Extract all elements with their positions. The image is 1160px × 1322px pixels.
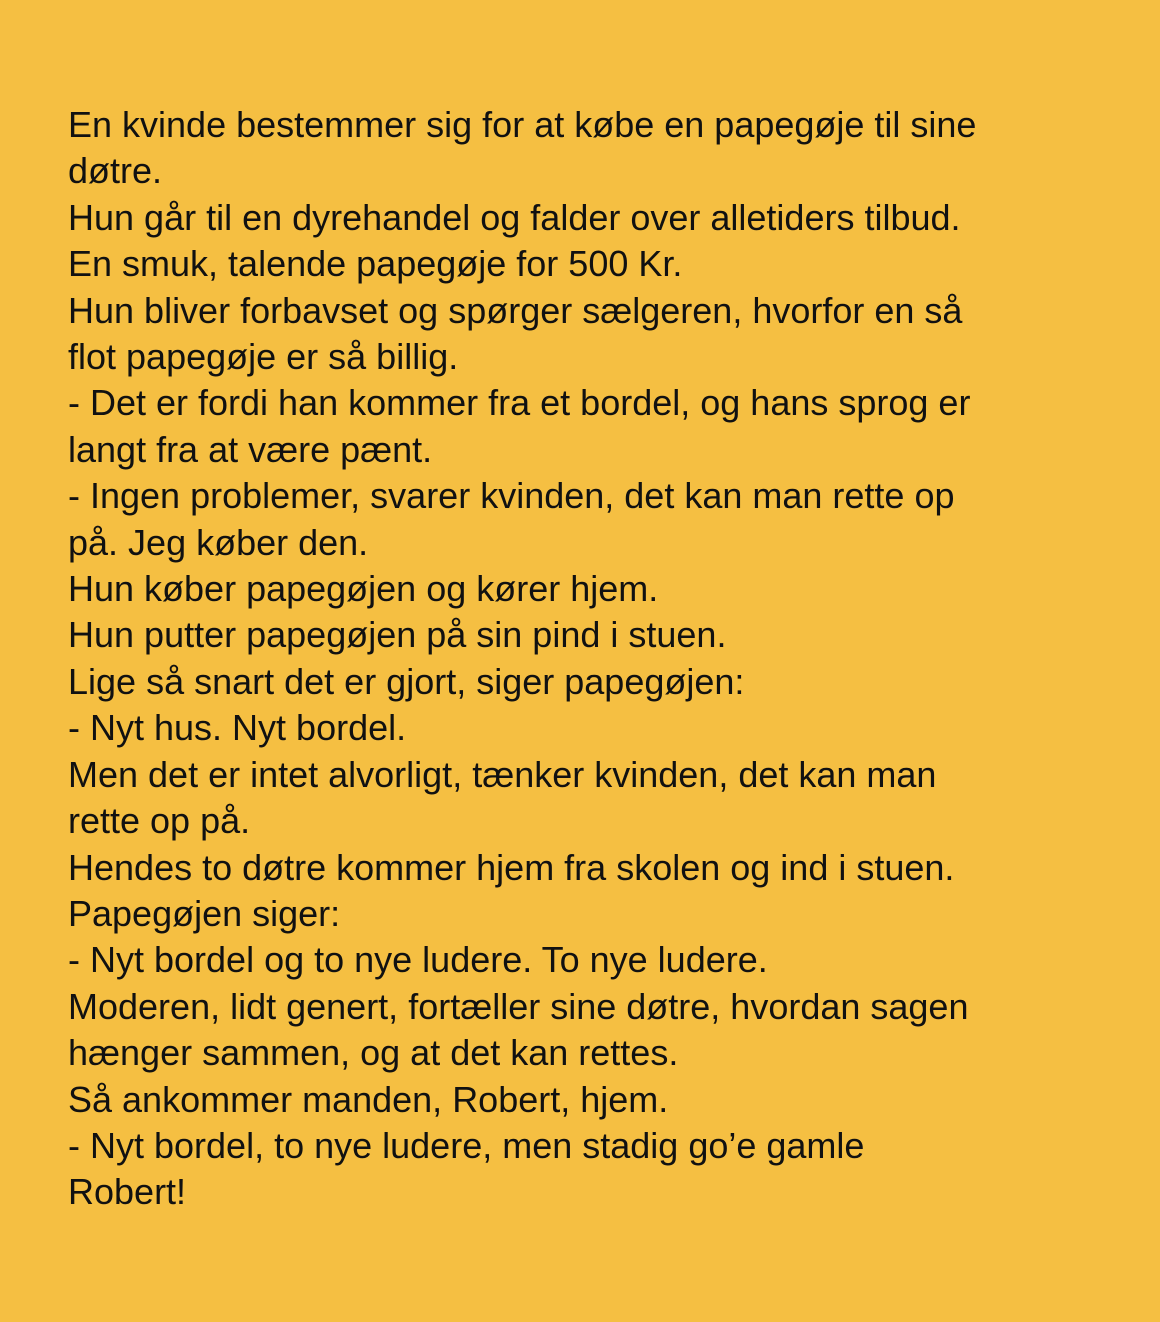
text-line: - Nyt bordel, to nye ludere, men stadig go’e gamle (68, 1124, 865, 1166)
joke-text (68, 102, 1128, 1216)
text-line: Papegøjen siger: (68, 892, 341, 934)
text-line: langt fra at være pænt. (68, 428, 433, 470)
text-line: En smuk, talende papegøje for 500 Kr. (68, 243, 683, 285)
text-line: hænger sammen, og at det kan rettes. (68, 1032, 679, 1074)
text-line: på. Jeg køber den. (68, 521, 369, 563)
text-line: Lige så snart det er gjort, siger papegøjen: (68, 660, 745, 702)
text-line: - Ingen problemer, svarer kvinden, det kan man rette op (68, 475, 955, 517)
text-line: Hun putter papegøjen på sin pind i stuen. (68, 614, 727, 656)
text-line: Hun køber papegøjen og kører hjem. (68, 568, 659, 610)
text-line: flot papegøje er så billig. (68, 336, 459, 378)
text-line: Robert! (68, 1171, 187, 1213)
text-line: Men det er intet alvorligt, tænker kvinden, det kan man (68, 753, 937, 795)
text-line: Hun går til en dyrehandel og falder over alletiders tilbud. (68, 196, 961, 238)
text-line: Hun bliver forbavset og spørger sælgeren, hvorfor en så (68, 289, 963, 331)
text-line: - Nyt hus. Nyt bordel. (68, 707, 407, 749)
text-line: - Nyt bordel og to nye ludere. To nye ludere. (68, 939, 768, 981)
text-line: døtre. (68, 150, 163, 192)
text-line: Så ankommer manden, Robert, hjem. (68, 1078, 669, 1120)
text-line: Moderen, lidt genert, fortæller sine døtre, hvordan sagen (68, 985, 969, 1027)
text-line: - Det er fordi han kommer fra et bordel, og hans sprog er (68, 382, 971, 424)
text-line: Hendes to døtre kommer hjem fra skolen og ind i stuen. (68, 846, 955, 888)
text-line: rette op på. (68, 800, 251, 842)
text-line: En kvinde bestemmer sig for at købe en papegøje til sine (68, 104, 977, 145)
